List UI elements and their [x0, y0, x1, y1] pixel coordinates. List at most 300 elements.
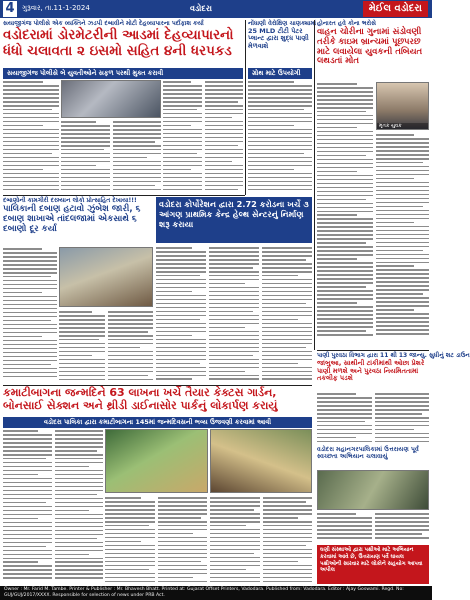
text-line: [105, 505, 155, 507]
story5-headline-box: [156, 197, 312, 243]
text-line: [376, 230, 429, 232]
story7-photo-dinosaur-park: [210, 429, 312, 493]
text-line: [105, 509, 155, 511]
story3-photo: [376, 82, 429, 130]
text-line: [263, 553, 313, 555]
text-line: [317, 135, 373, 137]
text-line: [3, 85, 59, 87]
text-line: [156, 303, 206, 305]
text-line: [55, 454, 104, 456]
text-line: [105, 569, 149, 571]
text-line: [61, 165, 96, 167]
text-line: [163, 141, 202, 143]
text-line: [3, 332, 57, 334]
text-line: [317, 525, 372, 527]
text-line: [3, 450, 52, 452]
text-line: [3, 430, 38, 432]
text-line: [205, 125, 244, 127]
text-line: [3, 137, 59, 139]
text-line: [158, 541, 208, 543]
text-line: [317, 401, 372, 403]
text-line: [158, 573, 208, 575]
text-line: [61, 169, 110, 171]
story5-body-text: [156, 246, 312, 382]
text-line: [61, 157, 110, 159]
text-line: [262, 303, 306, 305]
story3-body-text-right: [376, 133, 429, 340]
text-line: [163, 97, 202, 99]
text-line: [59, 371, 105, 373]
text-line: [317, 437, 356, 439]
text-line: [158, 529, 208, 531]
story7-headline: કમાટીબાગના જન્મદિને 63 લાખના ખર્ચે તૈયાર કેક્ટસ ગાર્ડન, બોનસાઈ સેક્શન અને થ્રીડી ડાઈનાસોર પાર્કનું લોકાર્પણ કરાયું: [3, 386, 278, 412]
text-line: [375, 425, 430, 427]
text-line: [61, 137, 110, 139]
text-line: [376, 190, 429, 192]
text-line: [375, 397, 430, 399]
text-line: [248, 105, 312, 107]
text-line: [317, 111, 366, 113]
text-line: [158, 525, 208, 527]
text-line: [55, 474, 104, 476]
text-line: [248, 129, 312, 131]
text-line: [158, 577, 194, 579]
text-line: [263, 577, 313, 579]
text-line: [248, 113, 312, 115]
text-line: [317, 83, 357, 85]
text-line: [3, 442, 52, 444]
text-line: [317, 214, 357, 216]
text-line: [3, 324, 57, 326]
text-line: [163, 129, 202, 131]
text-line: [3, 312, 57, 314]
text-line: [55, 561, 104, 563]
text-line: [376, 333, 429, 335]
text-line: [263, 529, 313, 531]
text-line: [55, 438, 104, 440]
callout-box: [317, 545, 429, 584]
story2-body-text: [248, 80, 312, 192]
text-line: [317, 326, 373, 328]
text-line: [108, 319, 154, 321]
text-line: [156, 359, 206, 361]
text-column: [209, 246, 259, 382]
text-line: [3, 438, 52, 440]
text-line: [317, 405, 372, 407]
text-line: [209, 283, 245, 285]
text-line: [262, 363, 298, 365]
text-line: [210, 533, 260, 535]
text-line: [156, 323, 206, 325]
text-line: [3, 308, 57, 310]
text-line: [263, 505, 313, 507]
text-line: [156, 375, 206, 377]
text-line: [205, 81, 244, 83]
text-line: [113, 189, 162, 191]
text-line: [3, 454, 52, 456]
text-line: [317, 151, 373, 153]
text-line: [210, 553, 254, 555]
text-line: [156, 255, 206, 257]
text-line: [55, 550, 104, 552]
text-line: [262, 367, 312, 369]
text-line: [317, 234, 373, 236]
text-line: [3, 534, 52, 536]
text-line: [317, 222, 373, 224]
text-line: [248, 93, 312, 95]
text-line: [3, 538, 52, 540]
text-line: [205, 101, 239, 103]
text-line: [158, 505, 208, 507]
text-line: [317, 318, 373, 320]
story7-body-text: [3, 429, 103, 584]
text-line: [55, 518, 104, 520]
text-line: [376, 254, 429, 256]
text-line: [205, 129, 244, 131]
text-line: [317, 131, 373, 133]
text-line: [248, 153, 304, 155]
text-line: [317, 139, 373, 141]
text-line: [3, 478, 52, 480]
story1-body-text-right: [163, 80, 243, 192]
text-line: [375, 513, 430, 515]
text-line: [376, 214, 429, 216]
text-line: [55, 510, 90, 512]
text-line: [376, 166, 429, 168]
text-line: [376, 150, 429, 152]
text-line: [55, 482, 104, 484]
text-line: [59, 347, 105, 349]
story4-kicker: દબાણોની કામગીરી દરમ્યાન લોકો પ્રોત્સાહિત દેખાયા!!!: [3, 197, 137, 204]
text-line: [158, 509, 208, 511]
text-line: [205, 105, 244, 107]
text-line: [55, 569, 104, 571]
text-line: [376, 265, 414, 267]
text-line: [59, 355, 92, 357]
text-line: [209, 343, 259, 345]
text-line: [317, 87, 373, 89]
text-line: [210, 581, 260, 583]
text-line: [262, 319, 298, 321]
text-line: [248, 173, 312, 175]
text-line: [263, 513, 313, 515]
story8-headline: વડોદરા મહાનગરપાલિકામાં ઉત્તરાયણ પૂર્વ સ્વચ્છતા અભિયાન ચલાવાયું: [317, 446, 419, 461]
text-column: [61, 120, 110, 192]
text-line: [263, 565, 313, 567]
text-line: [3, 364, 51, 366]
text-line: [108, 371, 154, 373]
text-line: [113, 137, 162, 139]
text-line: [209, 355, 253, 357]
text-line: [376, 206, 423, 208]
text-line: [3, 272, 57, 274]
text-line: [375, 529, 430, 531]
text-line: [113, 165, 162, 167]
text-line: [248, 161, 312, 163]
text-line: [248, 101, 312, 103]
text-line: [3, 117, 59, 119]
text-line: [156, 251, 206, 253]
story4-body-text-mid: [59, 310, 153, 382]
text-line: [55, 450, 98, 452]
text-line: [55, 522, 104, 524]
text-line: [105, 573, 155, 575]
text-line: [317, 441, 372, 443]
text-line: [3, 284, 57, 286]
text-line: [317, 207, 373, 209]
story2-subhead-bar: ગ્રોથ માટે ઉપયોગી: [248, 68, 312, 79]
text-line: [108, 327, 154, 329]
text-line: [205, 189, 239, 191]
text-line: [163, 93, 202, 95]
text-line: [113, 177, 162, 179]
text-line: [317, 95, 373, 97]
text-line: [376, 202, 429, 204]
text-line: [317, 433, 372, 435]
text-column: [375, 512, 430, 542]
text-line: [3, 352, 57, 354]
text-line: [262, 247, 312, 249]
text-line: [210, 577, 260, 579]
text-line: [158, 565, 208, 567]
text-line: [158, 569, 208, 571]
text-line: [158, 581, 208, 583]
text-line: [158, 497, 208, 499]
text-line: [3, 514, 52, 516]
text-line: [163, 157, 202, 159]
text-line: [156, 263, 206, 265]
text-line: [317, 278, 373, 280]
text-line: [59, 327, 105, 329]
text-line: [262, 351, 312, 353]
text-line: [317, 127, 357, 129]
text-line: [317, 258, 357, 260]
text-line: [3, 344, 57, 346]
text-line: [55, 470, 104, 472]
text-line: [156, 307, 206, 309]
text-column: [163, 80, 202, 192]
text-line: [113, 149, 162, 151]
text-line: [3, 577, 52, 579]
story1-photo: [61, 80, 161, 118]
text-line: [317, 179, 373, 181]
text-line: [263, 521, 313, 523]
text-line: [163, 113, 202, 115]
text-line: [205, 161, 233, 163]
text-line: [205, 185, 244, 187]
text-line: [209, 378, 259, 380]
text-line: [376, 321, 429, 323]
text-line: [375, 525, 430, 527]
text-line: [248, 149, 312, 151]
text-line: [317, 119, 373, 121]
text-line: [248, 81, 294, 83]
text-line: [113, 181, 162, 183]
text-line: [317, 246, 373, 248]
story5-headline: વડોદરા કોર્પોરેશન દ્વારા 2.72 કરોડના ખર્ચે ૩ આંગણ પ્રાથમિક કેન્દ્ર હેલ્થ સેન્ટરનું નિર્માણ શરૂ કરાયા: [159, 199, 309, 229]
text-line: [376, 134, 414, 136]
text-line: [105, 581, 155, 583]
text-line: [105, 521, 155, 523]
text-line: [317, 203, 373, 205]
text-line: [248, 133, 312, 135]
text-line: [105, 541, 141, 543]
text-line: [163, 165, 202, 167]
text-line: [105, 553, 155, 555]
text-line: [3, 368, 57, 370]
text-line: [317, 147, 373, 149]
text-line: [210, 557, 260, 559]
text-line: [61, 125, 110, 127]
text-line: [108, 311, 154, 313]
text-line: [3, 558, 52, 560]
text-line: [376, 297, 429, 299]
text-line: [108, 367, 154, 369]
text-line: [163, 189, 202, 191]
text-line: [263, 545, 307, 547]
text-line: [376, 329, 429, 331]
text-line: [376, 182, 429, 184]
text-line: [375, 409, 430, 411]
text-line: [3, 165, 59, 167]
text-line: [156, 247, 192, 249]
text-line: [376, 218, 429, 220]
text-line: [113, 153, 162, 155]
text-line: [376, 273, 429, 275]
text-line: [376, 258, 429, 260]
text-line: [209, 295, 259, 297]
text-line: [55, 442, 104, 444]
text-line: [210, 497, 260, 499]
text-line: [248, 169, 294, 171]
text-line: [263, 573, 313, 575]
text-line: [3, 482, 52, 484]
text-line: [3, 356, 57, 358]
text-line: [3, 542, 52, 544]
section-divider: [3, 195, 245, 196]
text-line: [59, 379, 105, 381]
text-line: [3, 173, 59, 175]
text-line: [262, 355, 312, 357]
text-line: [156, 363, 200, 365]
text-line: [317, 254, 373, 256]
text-line: [376, 281, 429, 283]
text-line: [375, 393, 430, 395]
text-line: [3, 125, 43, 127]
text-line: [317, 330, 366, 332]
text-line: [113, 129, 162, 131]
text-line: [59, 339, 99, 341]
text-column: [3, 429, 52, 584]
text-line: [263, 561, 299, 563]
text-line: [105, 497, 141, 499]
text-line: [108, 335, 154, 337]
text-line: [3, 474, 38, 476]
text-line: [3, 569, 52, 571]
text-line: [3, 169, 43, 171]
text-line: [317, 183, 373, 185]
text-line: [3, 502, 46, 504]
text-line: [209, 299, 259, 301]
text-column: [59, 310, 105, 382]
text-line: [113, 169, 162, 171]
text-line: [55, 573, 104, 575]
text-line: [376, 178, 414, 180]
text-line: [317, 270, 373, 272]
text-line: [262, 335, 312, 337]
text-line: [59, 311, 92, 313]
text-line: [263, 557, 313, 559]
text-line: [55, 538, 98, 540]
text-line: [108, 339, 154, 341]
text-column: [55, 429, 104, 584]
text-line: [209, 307, 259, 309]
text-line: [263, 533, 313, 535]
text-line: [59, 315, 105, 317]
story1-body-text-mid: [61, 120, 161, 192]
text-line: [59, 351, 105, 353]
text-line: [205, 173, 244, 175]
text-line: [376, 293, 423, 295]
text-line: [209, 359, 259, 361]
text-line: [209, 363, 259, 365]
text-line: [163, 177, 202, 179]
text-line: [205, 109, 244, 111]
text-line: [317, 409, 372, 411]
text-line: [209, 319, 259, 321]
text-line: [248, 157, 312, 159]
text-line: [209, 303, 259, 305]
text-line: [376, 222, 414, 224]
text-column: [105, 496, 155, 584]
text-column: [158, 496, 208, 584]
text-line: [262, 323, 312, 325]
text-line: [55, 558, 104, 560]
text-line: [209, 315, 259, 317]
text-line: [205, 181, 244, 183]
text-line: [248, 109, 304, 111]
text-line: [3, 97, 59, 99]
text-line: [376, 309, 414, 311]
text-line: [163, 145, 202, 147]
text-line: [248, 97, 312, 99]
text-line: [3, 280, 57, 282]
story3-body-text: [317, 82, 373, 340]
text-column: [317, 82, 373, 340]
text-line: [205, 177, 244, 179]
story8-body-text: [317, 512, 429, 542]
text-line: [156, 343, 206, 345]
story1-body-text: [3, 80, 59, 192]
story3-headline: વાહન ચોરીના ગુનામાં સંડોવણી તરીકે કાઇમ બ્રાન્ચમાં પૂછપરછ માટે લવાયેલા યુવકની તબિયત લથડતાં મોત: [317, 27, 423, 67]
text-line: [55, 462, 104, 464]
text-line: [209, 311, 253, 313]
text-line: [263, 517, 299, 519]
text-line: [248, 189, 312, 191]
text-line: [158, 517, 202, 519]
text-line: [205, 137, 244, 139]
text-line: [3, 161, 59, 163]
text-line: [375, 417, 430, 419]
text-line: [317, 123, 373, 125]
text-line: [210, 565, 260, 567]
text-line: [163, 173, 202, 175]
text-line: [205, 85, 244, 87]
text-line: [317, 115, 373, 117]
text-line: [105, 561, 155, 563]
text-line: [262, 331, 312, 333]
text-column: [108, 310, 154, 382]
